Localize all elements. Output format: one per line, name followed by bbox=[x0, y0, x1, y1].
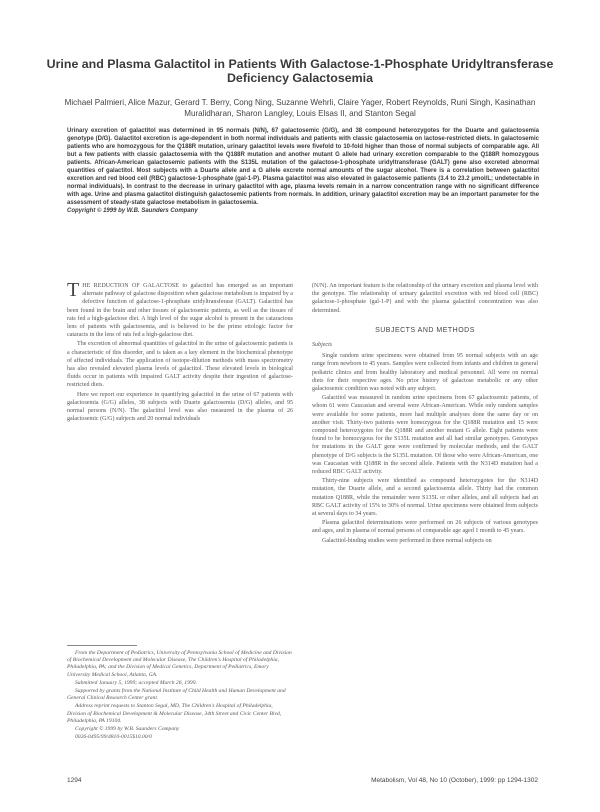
body-paragraph: Plasma galactitol determinations were performed on 26 subjects of various genotypes and ages, and in plasma of normal persons of comparable age aged 1 month to 45 years. bbox=[312, 520, 538, 535]
abstract-copyright: Copyright © 1999 by W.B. Saunders Company bbox=[67, 208, 198, 215]
abstract-text: Urinary excretion of galactitol was determined in 95 normals (N/N), 67 galactosemic (G/G), and 38 compound heterozygotes for the Duarte and galactosemia genotype (D/G). Galactitol excretion is age-dependent in both normal individuals and patients with classic galactosemia on lactose-restricted diets. In galactosemic patients who are homozygous for the Q188R mutation, urinary galactitol levels were fivefold to 10-fold higher than those of normal subjects of comparable age. All but a few patients with classic galactosemia with the Q188R mutation and another mutant G allele had urinary excretion comparable to the Q188R homozygous patients. African-American galactosemic patients with the S135L mutation of the galactose-1-phosphate uridyltransferase (GALT) gene also excreted abnormal quantities of galactitol. Most subjects with a Duarte allele and a G allele excrete normal amounts of the sugar alcohol. There is a correlation between galactitol excretion and red blood cell (RBC) galactose-1-phosphate (gal-1-P). Plasma galactitol was also elevated in galactosemic patients (3.4 to 23.2 μmol/L; undetectable in normal individuals). In contrast to the decrease in urinary galactitol with age, plasma levels remain in a narrow concentration range with no significant difference with age. Urine and plasma galactitol distinguish galactosemic patients from normals. In addition, urinary galactitol excretion may be an important parameter for the assessment of steady-state galactose metabolism in galactosemia. bbox=[67, 128, 539, 207]
body-column-right bbox=[312, 282, 538, 546]
footnote: Copyright © 1999 by W.B. Saunders Company bbox=[75, 726, 180, 733]
body-paragraph: The excretion of abnormal quantities of galactitol in the urine of galactosemic patients is a characteristic of this disorder, and is taken as a key element in the biochemical phenotype of affected individuals. The application of isotope-dilution methods with mass spectrometry has also revealed elevated plasma levels of galactitol. These elevated levels in biological fluids occur in patients with impaired GALT activity despite their ingestion of galactose-restricted diets. bbox=[67, 341, 293, 389]
footnote: Submitted January 5, 1999; accepted March 26, 1999. bbox=[75, 679, 197, 686]
body-paragraph: Here we report our experience in quantifying galactitol in the urine of 67 patients with galactosemia (G/G) alleles, 38 subjects with Duarte galactosemia (D/G) alleles, and 95 normal persons (N/N). The galactitol level was also measured in the plasma of 26 galactosemic (G/G) subjects and 20 normal individuals bbox=[67, 391, 293, 423]
paragraph-text: HE REDUCTION OF GALACTOSE to galactitol has emerged as an important alternate pathway of galactose disposition when galactose metabolism is impaired by a defective function of galactose-1-phosphate uridyltransferase (GALT). Galactitol has been found in the brain and other tissues of galactosemic patients, as well as the tissues of rats fed a high-galactose diet. A high level of the sugar alcohol is present in the cataractous lens of patients with galactosemia, and is believed to be the prime etiologic factor for cataracts in the lens of rats fed a high-galactose diet. bbox=[67, 283, 293, 339]
body-column-left bbox=[67, 279, 293, 424]
abstract bbox=[67, 127, 539, 216]
body-paragraph bbox=[67, 279, 293, 339]
body-paragraph: Thirty-nine subjects were identified as compound heterozygotes for the N314D mutation, the Duarte allele, and a second galactosemia allele. Thirty had the common mutation Q188R, while the remainder were S135L or other alleles, and all subjects had an RBC GALT activity of 15% to 30% of normal. Urine specimens were obtained from subjects at several days to 34 years. bbox=[312, 478, 538, 518]
footnote: Address reprint requests to Stanton Segal, MD, The Children's Hospital of Philadelphia, Division of Biochemical Development & Molecular Disease, 34th Street and Civic Center Blvd, Philadelphia, PA 19104. bbox=[67, 703, 282, 724]
body-paragraph: Single random urine specimens were obtained from 95 normal subjects with an age range from newborn to 45 years. Samples were collected from infants and children in general pediatric clinics and from healthy laboratory and medical personnel. All were on normal diets for their respective ages. No prior history of galactose metabolic or any other galactosemic condition was noted with any subject. bbox=[312, 353, 538, 393]
footnotes bbox=[67, 650, 293, 742]
journal-citation: Metabolism, Vol 48, No 10 (October), 1999: pp 1294-1302 bbox=[371, 777, 538, 784]
body-paragraph: Galactitol-binding studies were performed in three normal subjects on bbox=[322, 537, 492, 544]
body-paragraph: Galactitol was measured in random urine specimens from 67 galactosemic patients, of whom 61 were Caucasian and several were African-American. While only random samples were available for some patients, more had multiple analyses done the same day or on another visit. Thirty-two patients were homozygous for the Q188R mutation and 15 were compound heterozygotes for the Q188R and another mutant G allele. Eight patients were found to be homozygous for the S135L mutation and all had similar genotypes. Genotypes for mutations in the GALT gene were confirmed by molecular methods, and the GALT phenotype of D/G subjects is the S135L mutation. Of those who were African-American, one was Caucasian with Q188R in the second allele. Patients with the N314D mutation had a reduced RBC GALT activity. bbox=[312, 395, 538, 476]
body-paragraph: (N/N). An important feature is the relationship of the urinary excretion and plasma level with the genotype. The relationship of urinary galactitol excretion with red blood cell (RBC) galactose-1-phosphate (gal-1-P) and with the plasma galactitol concentration was also determined. bbox=[312, 283, 538, 314]
page-number: 1294 bbox=[67, 777, 82, 784]
footnote-divider bbox=[67, 645, 137, 646]
footnote: From the Department of Pediatrics, University of Pennsylvania School of Medicine and Division of Biochemical Development and Molecular Disease, The Children's Hospital of Philadelphia, Philadelphia, PA; and the Division of Medical Genetics, Department of Pediatrics, Emory University Medical School, Atlanta, GA. bbox=[67, 650, 292, 678]
subsection-heading: Subjects bbox=[312, 342, 333, 349]
footnote: 0026-0495/99/4810-0015$10.00/0 bbox=[75, 734, 152, 741]
author-list: Michael Palmieri, Alice Mazur, Gerard T. Berry, Cong Ning, Suzanne Wehrli, Claire Yager, Robert Reynolds, Runi Singh, Kasinathan Muralidharan, Sharon Langley, Louis Elsas II, and Stanton Segal bbox=[64, 98, 536, 118]
article-title: Urine and Plasma Galactitol in Patients With Galactose-1-Phosphate Uridyltransferase Deficiency Galactosemia bbox=[46, 57, 554, 85]
footnote: Supported by grants from the National Institute of Child Health and Human Development and General Clinical Research Center grant. bbox=[67, 688, 286, 702]
section-heading: SUBJECTS AND METHODS bbox=[375, 326, 475, 334]
drop-cap: T bbox=[67, 279, 80, 301]
